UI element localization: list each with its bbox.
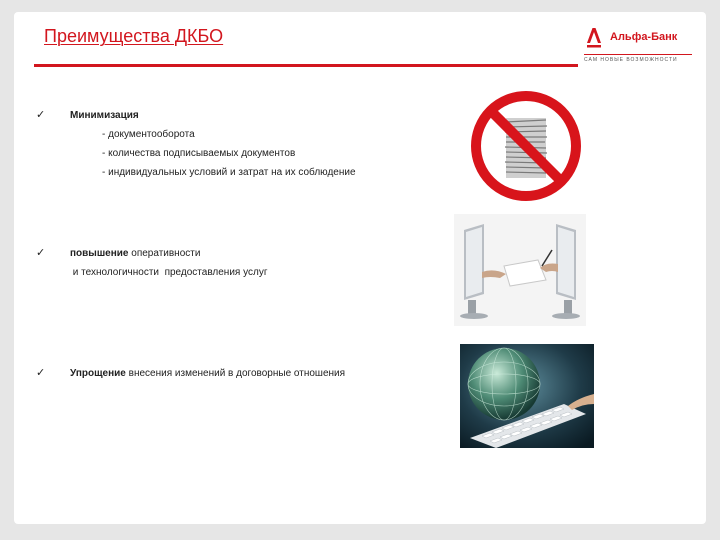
no-paperwork-image	[468, 88, 584, 204]
globe-keyboard-image	[460, 344, 594, 448]
check-icon: ✓	[36, 367, 46, 379]
alfa-logo-icon	[584, 26, 604, 48]
list-item	[70, 244, 267, 282]
item-line: - документооборота	[102, 129, 195, 140]
logo-slogan: САМ НОВЫЕ ВОЗМОЖНОСТИ	[584, 57, 678, 63]
item-rest: внесения изменений в договорные отношения	[125, 368, 346, 379]
item-line: и технологичности предоставления услуг	[70, 267, 268, 278]
brand-logo	[584, 26, 694, 70]
title-underline-rule	[34, 64, 578, 67]
item-line: - индивидуальных условий и затрат на их соблюдение	[102, 167, 356, 178]
check-icon: ✓	[36, 247, 46, 259]
item-lead: Упрощение	[70, 368, 126, 379]
list-item	[70, 364, 345, 383]
logo-rule	[584, 54, 692, 55]
globe-icon	[468, 348, 540, 420]
list-item	[70, 106, 356, 182]
document-exchange-image	[454, 214, 586, 326]
page-title: Преимущества ДКБО	[44, 26, 224, 46]
item-lead: Минимизация	[70, 110, 139, 121]
item-rest: оперативности	[128, 248, 201, 259]
item-lead: повышение	[70, 248, 129, 259]
logo-name: Альфа-Банк	[610, 31, 678, 43]
slide	[14, 12, 706, 524]
check-icon: ✓	[36, 109, 46, 121]
item-line: - количества подписываемых документов	[102, 148, 296, 159]
